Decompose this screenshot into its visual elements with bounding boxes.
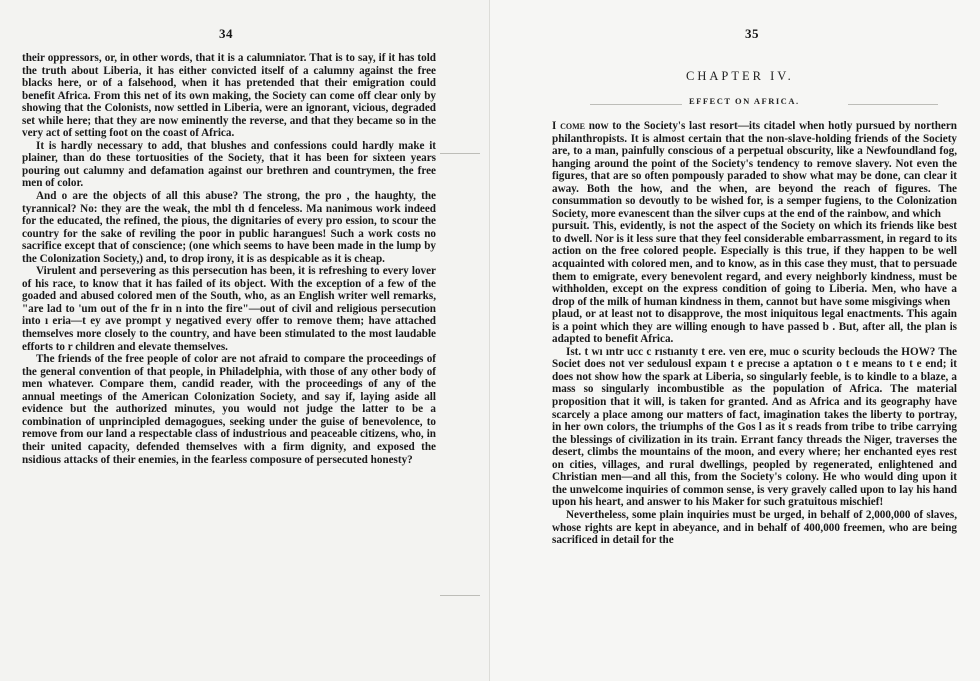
left-paragraph-1: their oppressors, or, in other words, that it is a calumniator. That is to say, if it has told the truth about Liberia, it has either convicted itself of a calumny against the free blacks here, or of a falsehood, when it has pretended that their emigration could benefit Africa. From this net of its own making, the Society can come off clear only by showing that the Colonists, now settled in Liberia, were an ignorant, vicious, degraded set while here; that they are now eminently the reverse, and that they became so in the very act of setting foot on the coast of Africa. xyxy=(22,52,436,140)
chapter-lead-word: I come xyxy=(552,120,585,132)
chapter-title: CHAPTER IV. xyxy=(686,69,794,83)
page-number-right: 35 xyxy=(745,26,759,41)
right-paragraph-1 xyxy=(552,120,957,220)
chapter-rule-right xyxy=(848,104,938,105)
left-paragraph-5: The friends of the free people of color are not afraid to compare the proceedings of the general convention of that people, in Philadelphia, with those of any other body of men whatever. Compare them, candid reader, with the proceedings of any of the annual meetings of the American Colonization Society, and say if, laying aside all evidence but the authorized minutes, you would not judge the latter to be a combination of unprincipled demagogues, seeking under the guise of benevolence, to remove from our land a respectable class of industrious and peaceable citizens, who, in their united capacity, defended themselves with a firm dignity, and exposed the nsidious attacks of their enemies, in the fearless composure of persecuted honesty? xyxy=(22,353,436,466)
left-paragraph-2: It is hardly necessary to add, that blushes and confessions could hardly make it plainer, than do these tortuosities of the Society, that it has been for sixteen years pouring out calumny and defamation against our brethren and countrymen, the free men of color. xyxy=(22,139,436,190)
left-margin-rule-2 xyxy=(440,595,480,596)
left-margin-rule xyxy=(440,153,480,154)
right-paragraph-4: Ist. t wı ıntr ucc c rıstıanıty t ere. ven ere, muc o scurity beclouds the HOW? The Societ does not ver sedulousl expaın t e precıse a aptatıon o t e means to t e end; it does not show how the spark at Liberia, so singularly feeble, is to kindle to a blaze, a mass so singularly incombustible as the population of Africa. The material proposition that it will, is taken for granted. And as Africa and its geography have scarcely a place among our matters of fact, imagination takes the liberty to portray, in her own colors, the triumphs of the Gos l as it s reads from tribe to tribe carrying the blessings of civilization in its train. Errant fancy threads the Niger, traverses the desert, climbs the mountains of the moon, and every where; her enchanted eyes rest on cities, villages, and rural dwellings, peopled by regenerated, enlightened and Christian men—and all this, from the Society's colony. He who would ding upon it the unwelcome inquiries of common sense, is very gravely called upon to lay his hand upon his heart, and answer to his Maker for such gratuitous mischief! xyxy=(552,345,957,509)
left-paragraph-4: Virulent and persevering as this persecution has been, it is refreshing to every lover of his race, to know that it has failed of its object. With the exception of a few of the goaded and abused colored men of the South, who, as an English writer well remarks, "are lad to 'um out of the fr in n into the fire"—out of civil and religious persecution into ı eria—t ey ave prompt y negatived every offer to remove them; have attached themselves more closely to the country, and have been stimulated to the most laudable efforts to r children and elevate themselves. xyxy=(22,265,436,353)
chapter-rule-left xyxy=(590,104,682,105)
page-number-left: 34 xyxy=(219,26,233,41)
right-page-body xyxy=(552,120,957,547)
right-paragraph-1-text: now to the Society's last resort—its citadel when hotly pursued by northern philanthropists. It is almost certain that the non-slave-holding friends of the Society are, to a man, painfully conscious of a perpetual obscurity, like a Newfoundland fog, hanging around the point of the Society's tendency to remove slavery. Not even the figures, that are so often pompously paraded to show what may be done, can clear it away. Both the how, and the when, are beyond the reach of figures. The consummation so devoutly to be wished for, is a semper fugiens, to the Colonization Society, more evanescent than the silver cups at the end of the rainbow, and which xyxy=(552,120,958,220)
right-paragraph-2: pursuit. This, evidently, is not the aspect of the Society on which its friends like best to dwell. Nor is it less sure that they feel considerable embarrassment, in regard to its action on the free colored people. Especially is this true, if they happen to be well acquainted with colored men, and to know, as in this case they must, that to persuade them to emigrate, every benevolent regard, and every neighborly kindness, must be withholden, except on the express condition of going to Liberia. Men, who have a drop of the milk of human kindness in them, cannot but have some misgivings when xyxy=(552,220,957,308)
right-paragraph-3: plaud, or at least not to disapprove, the most iniquitous legal enactments. This again is a point which they are willing enough to have passed b . But, after all, the plan is adapted to benefit Africa. xyxy=(552,308,957,346)
chapter-subtitle: EFFECT ON AFRICA. xyxy=(689,96,800,106)
left-paragraph-3: And o are the objects of all this abuse? The strong, the pro , the haughty, the tyrannical? No: they are the weak, the mbl th d fenceless. Ma nanimous work indeed for the educated, the refined, the pious, the dignitaries of every pro ession, to scour the country for the sake of reviling the poor in public harangues! Such a work costs no sacrifice except that of conscience; (one which seems to have been made in the lump by the Colonization Society,) and, to drop irony, it is as despicable as it is cheap. xyxy=(22,190,436,265)
left-page-body xyxy=(22,52,436,466)
right-paragraph-5: Nevertheless, some plain inquiries must be urged, in behalf of 2,000,000 of slaves, whose rights are kept in abeyance, and in behalf of 400,000 freemen, who are being sacrificed in detail for the xyxy=(552,508,957,547)
